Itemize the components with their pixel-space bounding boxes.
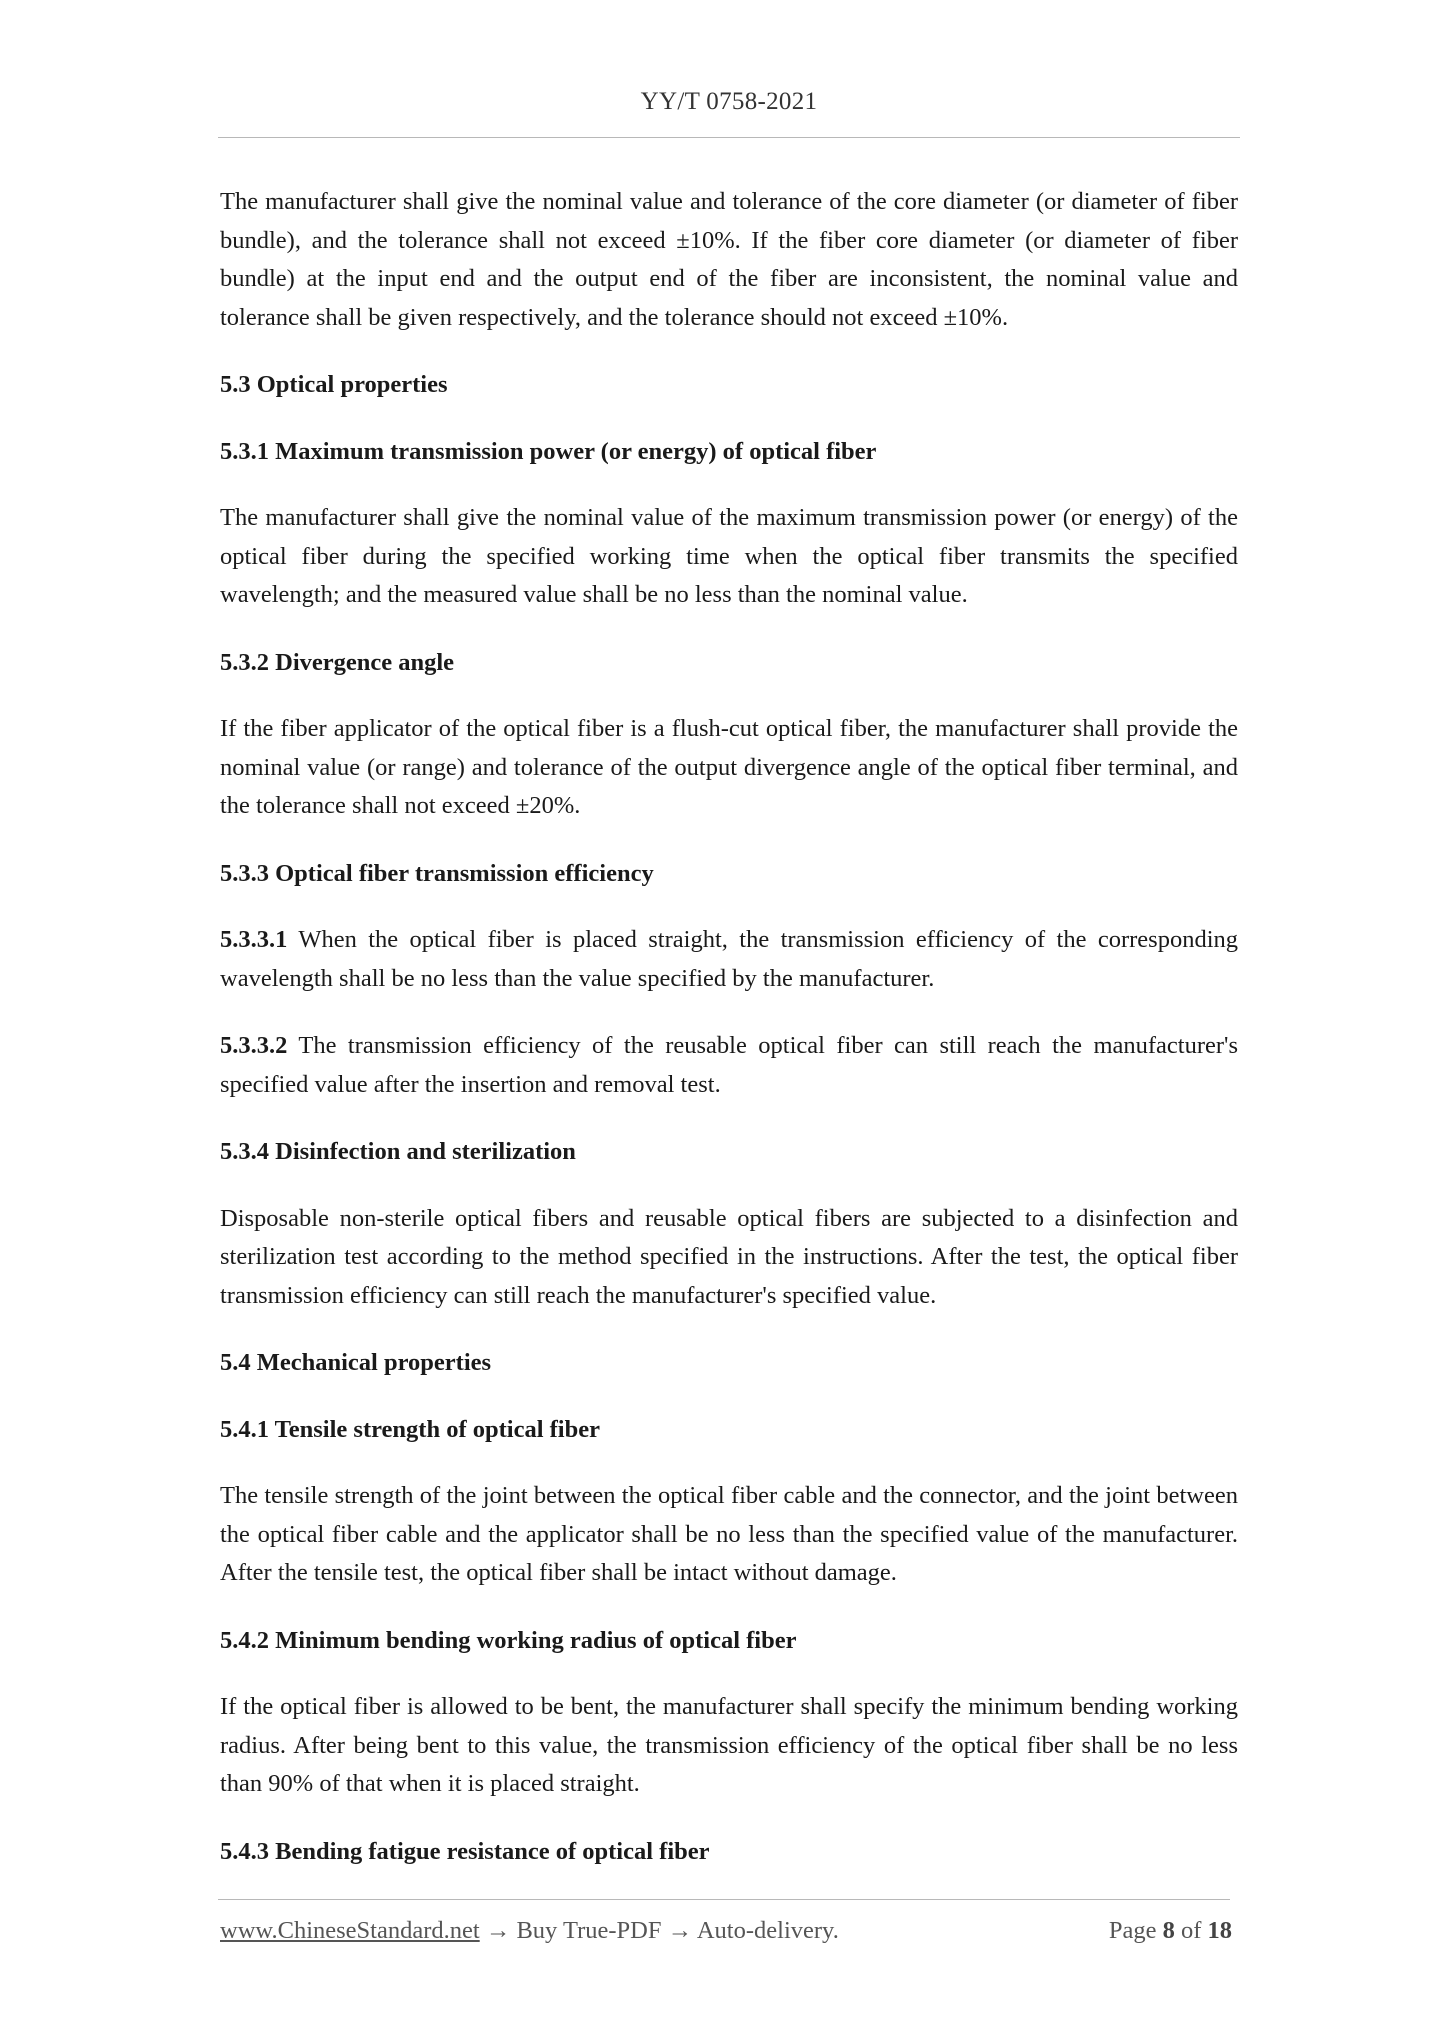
clause-text-5-3-3-2: The transmission efficiency of the reusable optical fiber can still reach the manufacturer's specified value after the insertion and removal test. [220, 1032, 1238, 1098]
heading-5-4-3: 5.4.3 Bending fatigue resistance of optical fiber [220, 1837, 710, 1865]
heading-5-3-4: 5.3.4 Disinfection and sterilization [220, 1138, 576, 1165]
heading-5-3-1: 5.3.1 Maximum transmission power (or energy) of optical fiber [220, 437, 877, 465]
heading-5-4-2: 5.4.2 Minimum bending working radius of optical fiber [220, 1626, 797, 1654]
footer-promo [220, 1917, 839, 1945]
paragraph-5-3-1: The manufacturer shall give the nominal value of the maximum transmission power (or energy) of the optical fiber during the specified working time when the optical fiber transmits the specified wavelength; and the measured value shall be no less than the nominal value. [220, 504, 1238, 608]
paragraph-5-4-1: The tensile strength of the joint between the optical fiber cable and the connector, and the joint between the optical fiber cable and the applicator shall be no less than the specified value of the manufacturer. After the tensile test, the optical fiber shall be intact without damage. [220, 1482, 1238, 1586]
document-body [220, 183, 1238, 1899]
paragraph-5-3-2: If the fiber applicator of the optical fiber is a flush-cut optical fiber, the manufacturer shall provide the nominal value (or range) and tolerance of the output divergence angle of the optical fiber terminal, and the tolerance shall not exceed ±20%. [220, 715, 1238, 819]
page-word: Page [1108, 1917, 1157, 1944]
heading-5-4-1: 5.4.1 Tensile strength of optical fiber [220, 1415, 600, 1443]
heading-5-3: 5.3 Optical properties [220, 371, 448, 398]
clause-number-5-3-3-2: 5.3.3.2 [220, 1032, 288, 1059]
page-current: 8 [1162, 1917, 1175, 1944]
paragraph-core-diameter: The manufacturer shall give the nominal value and tolerance of the core diameter (or diameter of fiber bundle), and the tolerance shall not exceed ±10%. If the fiber core diameter (or diameter of fiber bundle) at the input end and the output end of the fiber are inconsistent, the nominal value and tolerance shall be given respectively, and the tolerance should not exceed ±10%. [220, 188, 1238, 331]
paragraph-5-3-3-1 [220, 921, 1238, 998]
heading-5-4: 5.4 Mechanical properties [220, 1349, 492, 1376]
footer-divider [218, 1899, 1230, 1900]
header-divider [218, 137, 1240, 138]
paragraph-5-4-2: If the optical fiber is allowed to be bent, the manufacturer shall specify the minimum bending working radius. After being bent to this value, the transmission efficiency of the optical fiber shall be no less than 90% of that when it is placed straight. [220, 1693, 1238, 1797]
footer-promo-text: → Buy True-PDF → Auto-delivery. [479, 1917, 839, 1944]
page-number [1109, 1917, 1232, 1945]
of-word: of [1180, 1917, 1202, 1944]
clause-text-5-3-3-1: When the optical fiber is placed straight, the transmission efficiency of the corresponding wavelength shall be no less than the value specified by the manufacturer. [220, 926, 1238, 992]
paragraph-5-3-4: Disposable non-sterile optical fibers and reusable optical fibers are subjected to a disinfection and sterilization test according to the method specified in the instructions. After the test, the optical fiber transmission efficiency can still reach the manufacturer's specified value. [220, 1204, 1238, 1309]
heading-5-3-3: 5.3.3 Optical fiber transmission efficiency [220, 859, 654, 887]
heading-5-3-2: 5.3.2 Divergence angle [220, 648, 455, 676]
paragraph-5-3-3-2 [220, 1027, 1238, 1104]
website-link[interactable]: www.ChineseStandard.net [220, 1917, 480, 1944]
clause-number-5-3-3-1: 5.3.3.1 [220, 926, 288, 953]
page-header-standard-code: YY/T 0758-2021 [640, 88, 818, 115]
page-total: 18 [1207, 1917, 1232, 1944]
